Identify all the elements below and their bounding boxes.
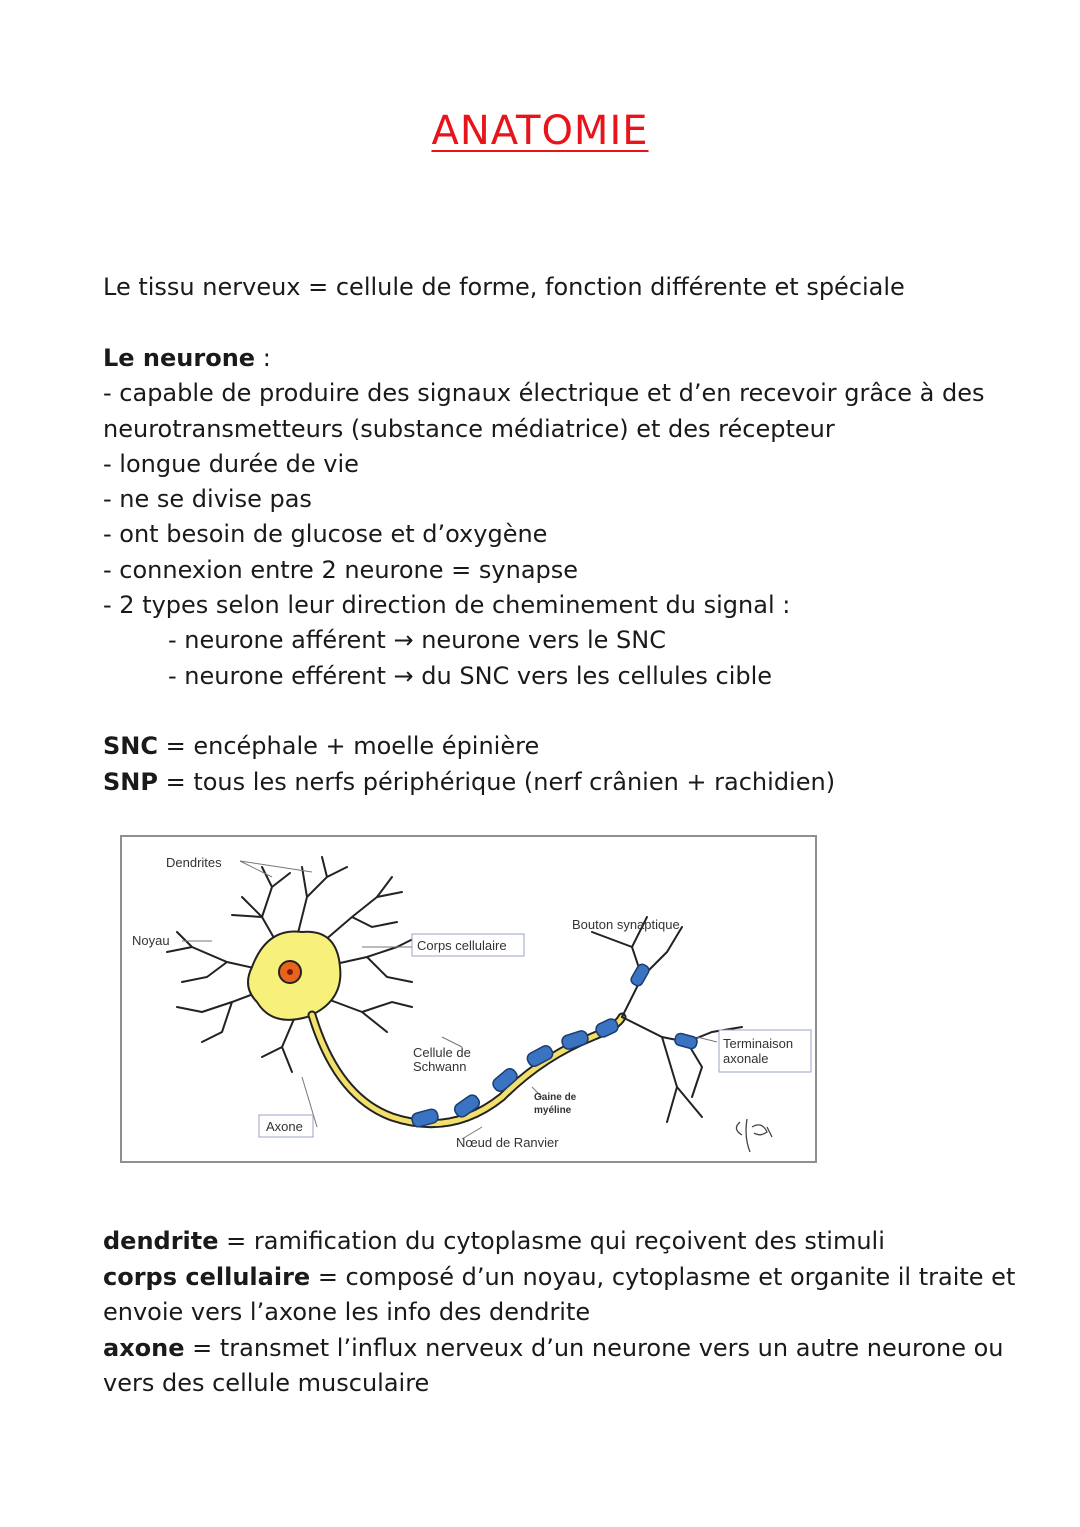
signature-icon: [736, 1119, 772, 1152]
def-dendrite-term: dendrite: [103, 1227, 219, 1255]
sub-list-item: - neurone afférent → neurone vers le SNC: [168, 626, 666, 654]
snc-def: = encéphale + moelle épinière: [157, 732, 540, 760]
list-item: - longue durée de vie: [103, 450, 359, 478]
label-axone: Axone: [266, 1119, 303, 1134]
label-terminaison-2: axonale: [723, 1051, 769, 1066]
intro-text: Le tissu nerveux = cellule de forme, fonction différente et spéciale: [103, 273, 905, 301]
snp-def: = tous les nerfs périphérique (nerf crânien + rachidien): [157, 768, 836, 796]
list-item: - connexion entre 2 neurone = synapse: [103, 556, 579, 584]
def-dendrite: [103, 1227, 885, 1255]
def-corps: [103, 1263, 1015, 1291]
neuron-diagram: [120, 835, 817, 1163]
label-gaine-2: myéline: [534, 1105, 572, 1116]
label-bouton: Bouton synaptique: [572, 917, 680, 932]
sub-list-item: - neurone efférent → du SNC vers les cellules cible: [168, 662, 773, 690]
def-corps-text: = composé d’un noyau, cytoplasme et organite il traite et: [310, 1263, 1016, 1291]
list-item: neurotransmetteurs (substance médiatrice) et des récepteur: [103, 415, 835, 443]
def-axone-cont: vers des cellule musculaire: [103, 1369, 430, 1397]
list-item: - ont besoin de glucose et d’oxygène: [103, 520, 548, 548]
label-dendrites: Dendrites: [166, 855, 222, 870]
nucleolus: [287, 969, 293, 975]
label-schwann-1: Cellule de: [413, 1045, 471, 1060]
neurone-heading-suffix: :: [255, 344, 271, 372]
snp-term: SNP: [103, 768, 158, 796]
snc-definition: [103, 732, 539, 760]
snp-definition: [103, 768, 835, 796]
def-corps-term: corps cellulaire: [103, 1263, 311, 1291]
label-gaine-1: Gaine de: [534, 1092, 577, 1103]
def-corps-cont: envoie vers l’axone les info des dendrite: [103, 1298, 591, 1326]
neurone-heading-term: Le neurone: [103, 344, 256, 372]
label-corps: Corps cellulaire: [417, 938, 507, 953]
list-item: - capable de produire des signaux électrique et d’en recevoir grâce à des: [103, 379, 985, 407]
snc-term: SNC: [103, 732, 158, 760]
list-item: - ne se divise pas: [103, 485, 312, 513]
def-axone: [103, 1334, 1004, 1362]
label-schwann-2: Schwann: [413, 1059, 467, 1074]
def-dendrite-text: = ramification du cytoplasme qui reçoivent des stimuli: [218, 1227, 885, 1255]
def-axone-text: = transmet l’influx nerveux d’un neurone vers un autre neurone ou: [184, 1334, 1004, 1362]
label-ranvier: Nœud de Ranvier: [456, 1135, 559, 1150]
page-title: ANATOMIE: [431, 108, 649, 154]
label-noyau: Noyau: [132, 933, 170, 948]
list-item: - 2 types selon leur direction de cheminement du signal :: [103, 591, 791, 619]
neurone-heading: [103, 344, 271, 372]
def-axone-term: axone: [103, 1334, 185, 1362]
neuron-illustration: [122, 837, 819, 1165]
label-terminaison-1: Terminaison: [723, 1036, 794, 1051]
